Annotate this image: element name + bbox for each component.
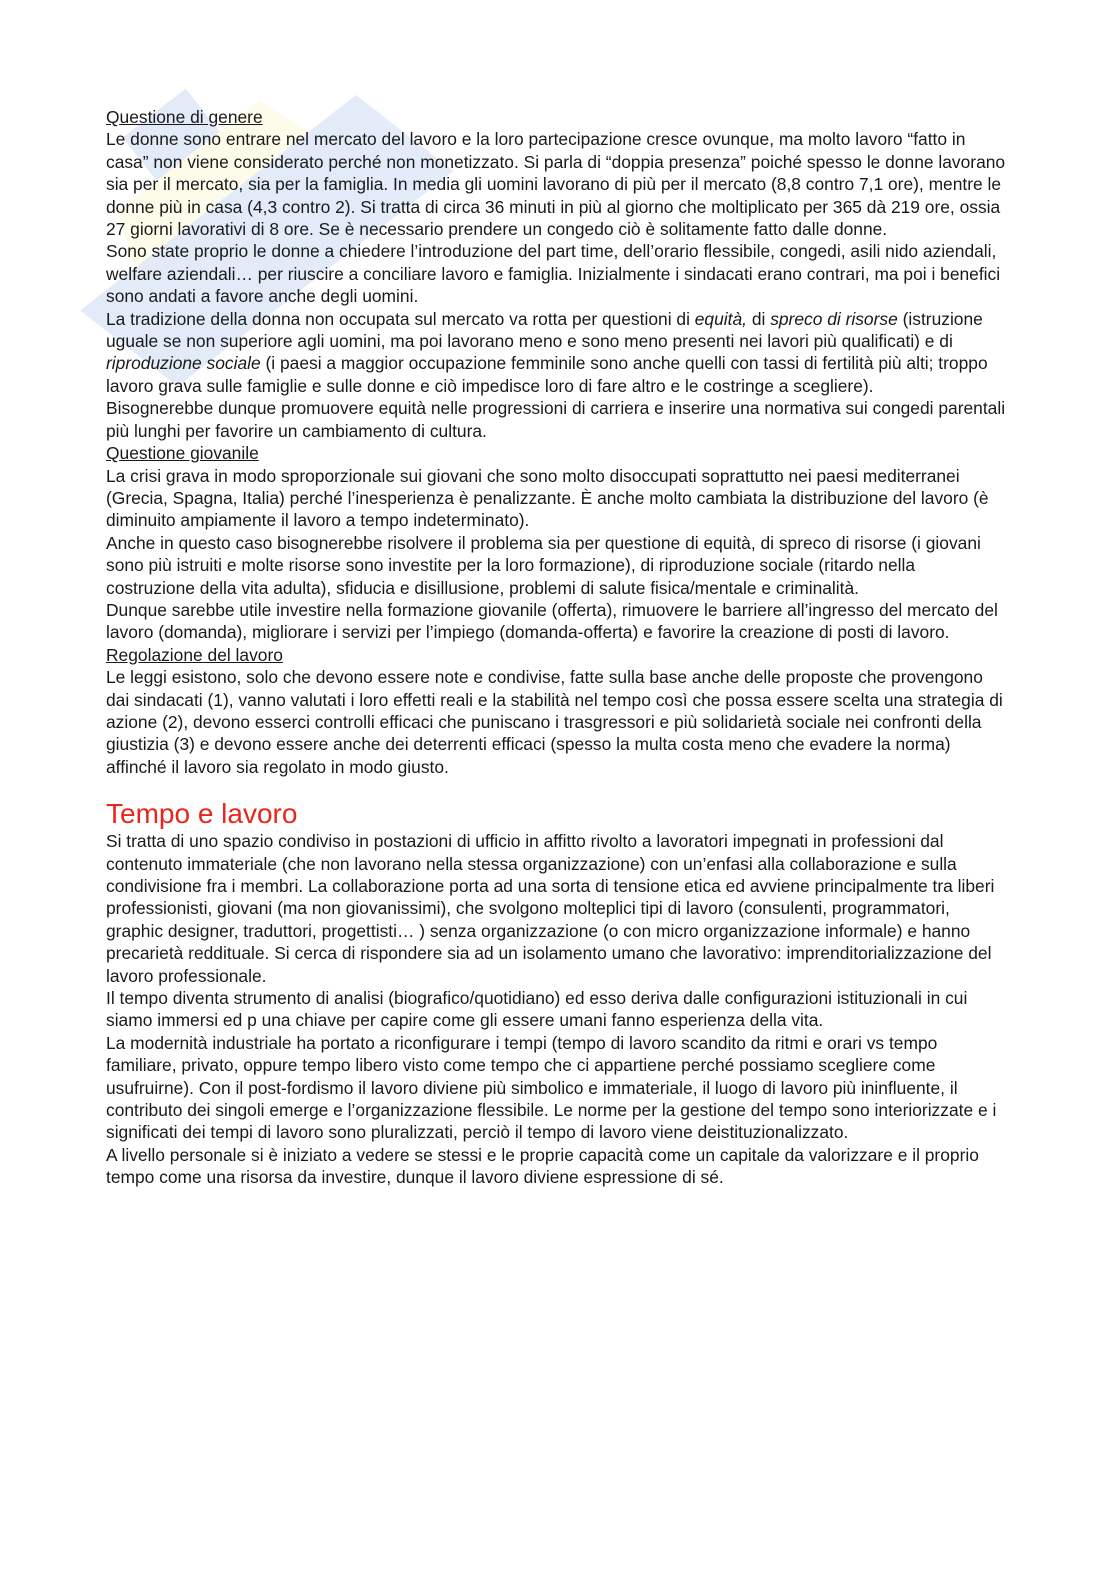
- emphasis-riproduzione-sociale: riproduzione sociale: [106, 353, 261, 374]
- subheading-questione-di-genere: Questione di genere: [106, 107, 263, 127]
- paragraph: Dunque sarebbe utile investire nella formazione giovanile (offerta), rimuovere le barriere all’ingresso del mercato del lavoro (domanda), migliorare i servizi per l’impiego (domanda-offerta) e favorire la creazione di posti di lavoro.: [106, 599, 998, 643]
- paragraph: Sono state proprio le donne a chiedere l’introduzione del part time, dell’orario flessibile, congedi, asili nido aziendali, welfare aziendali… per riuscire a conciliare lavoro e famiglia. Inizialmente i sindacati erano contrari, ma poi i benefici sono andati a favore anche degli uomini.: [106, 241, 1001, 307]
- paragraph: Anche in questo caso bisognerebbe risolvere il problema sia per questione di equità, di spreco di risorse (i giovani sono più istruiti e molte risorse sono investite per la loro formazione), di riproduzione sociale (ritardo nella costruzione della vita adulta), sfiducia e disillusione, problemi di salute fisica/mentale e criminalità.: [106, 532, 981, 598]
- document-body: [106, 106, 1006, 1189]
- section-title-tempo-e-lavoro: Tempo e lavoro: [106, 798, 298, 830]
- text-run: La tradizione della donna non occupata sul mercato va rotta per questioni di: [106, 308, 695, 329]
- paragraph: Le leggi esistono, solo che devono essere note e condivise, fatte sulla base anche delle proposte che provengono dai sindacati (1), vanno valutati i loro effetti reali e la stabilità nel tempo così che possa essere scelta una strategia di azione (2), devono esserci controlli efficaci che puniscano i trasgressori e più solidarietà sociale nei confronti della giustizia (3) e devono essere anche dei deterrenti efficaci (spesso la multa costa meno che evadere la norma) affinché il lavoro sia regolato in modo giusto.: [106, 667, 1003, 777]
- text-run: (istruzione uguale se non superiore agli uomini, ma poi lavorano meno e sono meno presenti nei lavori più qualificati) e di: [106, 308, 983, 352]
- emphasis-spreco-di-risorse: spreco di risorse: [770, 308, 898, 329]
- paragraph-with-emphasis: [106, 308, 1006, 398]
- emphasis-equita: equità,: [694, 308, 747, 329]
- paragraph: La crisi grava in modo sproporzionale sui giovani che sono molto disoccupati soprattutto nei paesi mediterranei (Grecia, Spagna, Italia) perché l’inesperienza è penalizzante. È anche molto cambiata la distribuzione del lavoro (è diminuito ampiamente il lavoro a tempo indeterminato).: [106, 465, 989, 531]
- subheading-regolazione-del-lavoro: Regolazione del lavoro: [106, 644, 283, 665]
- text-run: di: [746, 308, 771, 329]
- paragraph: Bisognerebbe dunque promuovere equità nelle progressioni di carriera e inserire una normativa sui congedi parentali più lunghi per favorire un cambiamento di cultura.: [106, 398, 1006, 441]
- paragraph: Si tratta di uno spazio condiviso in postazioni di ufficio in affitto rivolto a lavoratori impegnati in professioni dal contenuto immateriale (che non lavorano nella stessa organizzazione) con un’enfasi alla collaborazione e sulla condivisione fra i membri. La collaborazione porta ad una sorta di tensione etica ed avviene principalmente tra liberi professionisti, giovani (ma non giovanissimi), che svolgono molteplici tipi di lavoro (consulenti, programmatori, graphic designer, traduttori, progettisti… ) senza organizzazione (o con micro organizzazione informale) e hanno precarietà reddituale. Si cerca di rispondere sia ad un isolamento umano che lavorativo: imprenditorializzazione del lavoro professionale.: [106, 831, 995, 986]
- paragraph: Le donne sono entrare nel mercato del lavoro e la loro partecipazione cresce ovunque, ma molto lavoro “fatto in casa” non viene considerato perché non monetizzato. Si parla di “doppia presenza” poiché spesso le donne lavorano sia per il mercato, sia per la famiglia. In media gli uomini lavorano di più per il mercato (8,8 contro 7,1 ore), mentre le donne più in casa (4,3 contro 2). Si tratta di circa 36 minuti in più al giorno che moltiplicato per 365 dà 219 ore, ossia 27 giorni lavorativi di 8 ore. Se è necessario prendere un congedo ciò è solitamente fatto dalle donne.: [106, 129, 1006, 240]
- subheading-questione-giovanile: Questione giovanile: [106, 443, 259, 464]
- text-run: (i paesi a maggior occupazione femminile sono anche quelli con tassi di fertilità più alti; troppo lavoro grava sulle famiglie e sulle donne e ciò impedisce loro di fare altro e le costringe a scegliere).: [106, 353, 988, 396]
- paragraph: A livello personale si è iniziato a vedere se stessi e le proprie capacità come un capitale da valorizzare e il proprio tempo come una risorsa da investire, dunque il lavoro diviene espressione di sé.: [106, 1144, 979, 1188]
- paragraph: La modernità industriale ha portato a riconfigurare i tempi (tempo di lavoro scandito da ritmi e orari vs tempo familiare, privato, oppure tempo libero visto come tempo che ci appartiene perché possiamo scegliere come usufruirne). Con il post-fordismo il lavoro diviene più simbolico e immateriale, il luogo di lavoro più ininfluente, il contributo dei singoli emerge e l’organizzazione flessibile. Le norme per la gestione del tempo sono interiorizzate e i significati dei tempi di lavoro sono pluralizzati, perciò il tempo di lavoro viene deistituzionalizzato.: [106, 1032, 997, 1143]
- paragraph: Il tempo diventa strumento di analisi (biografico/quotidiano) ed esso deriva dalle configurazioni istituzionali in cui siamo immersi ed p una chiave per capire come gli essere umani fanno esperienza della vita.: [106, 988, 968, 1031]
